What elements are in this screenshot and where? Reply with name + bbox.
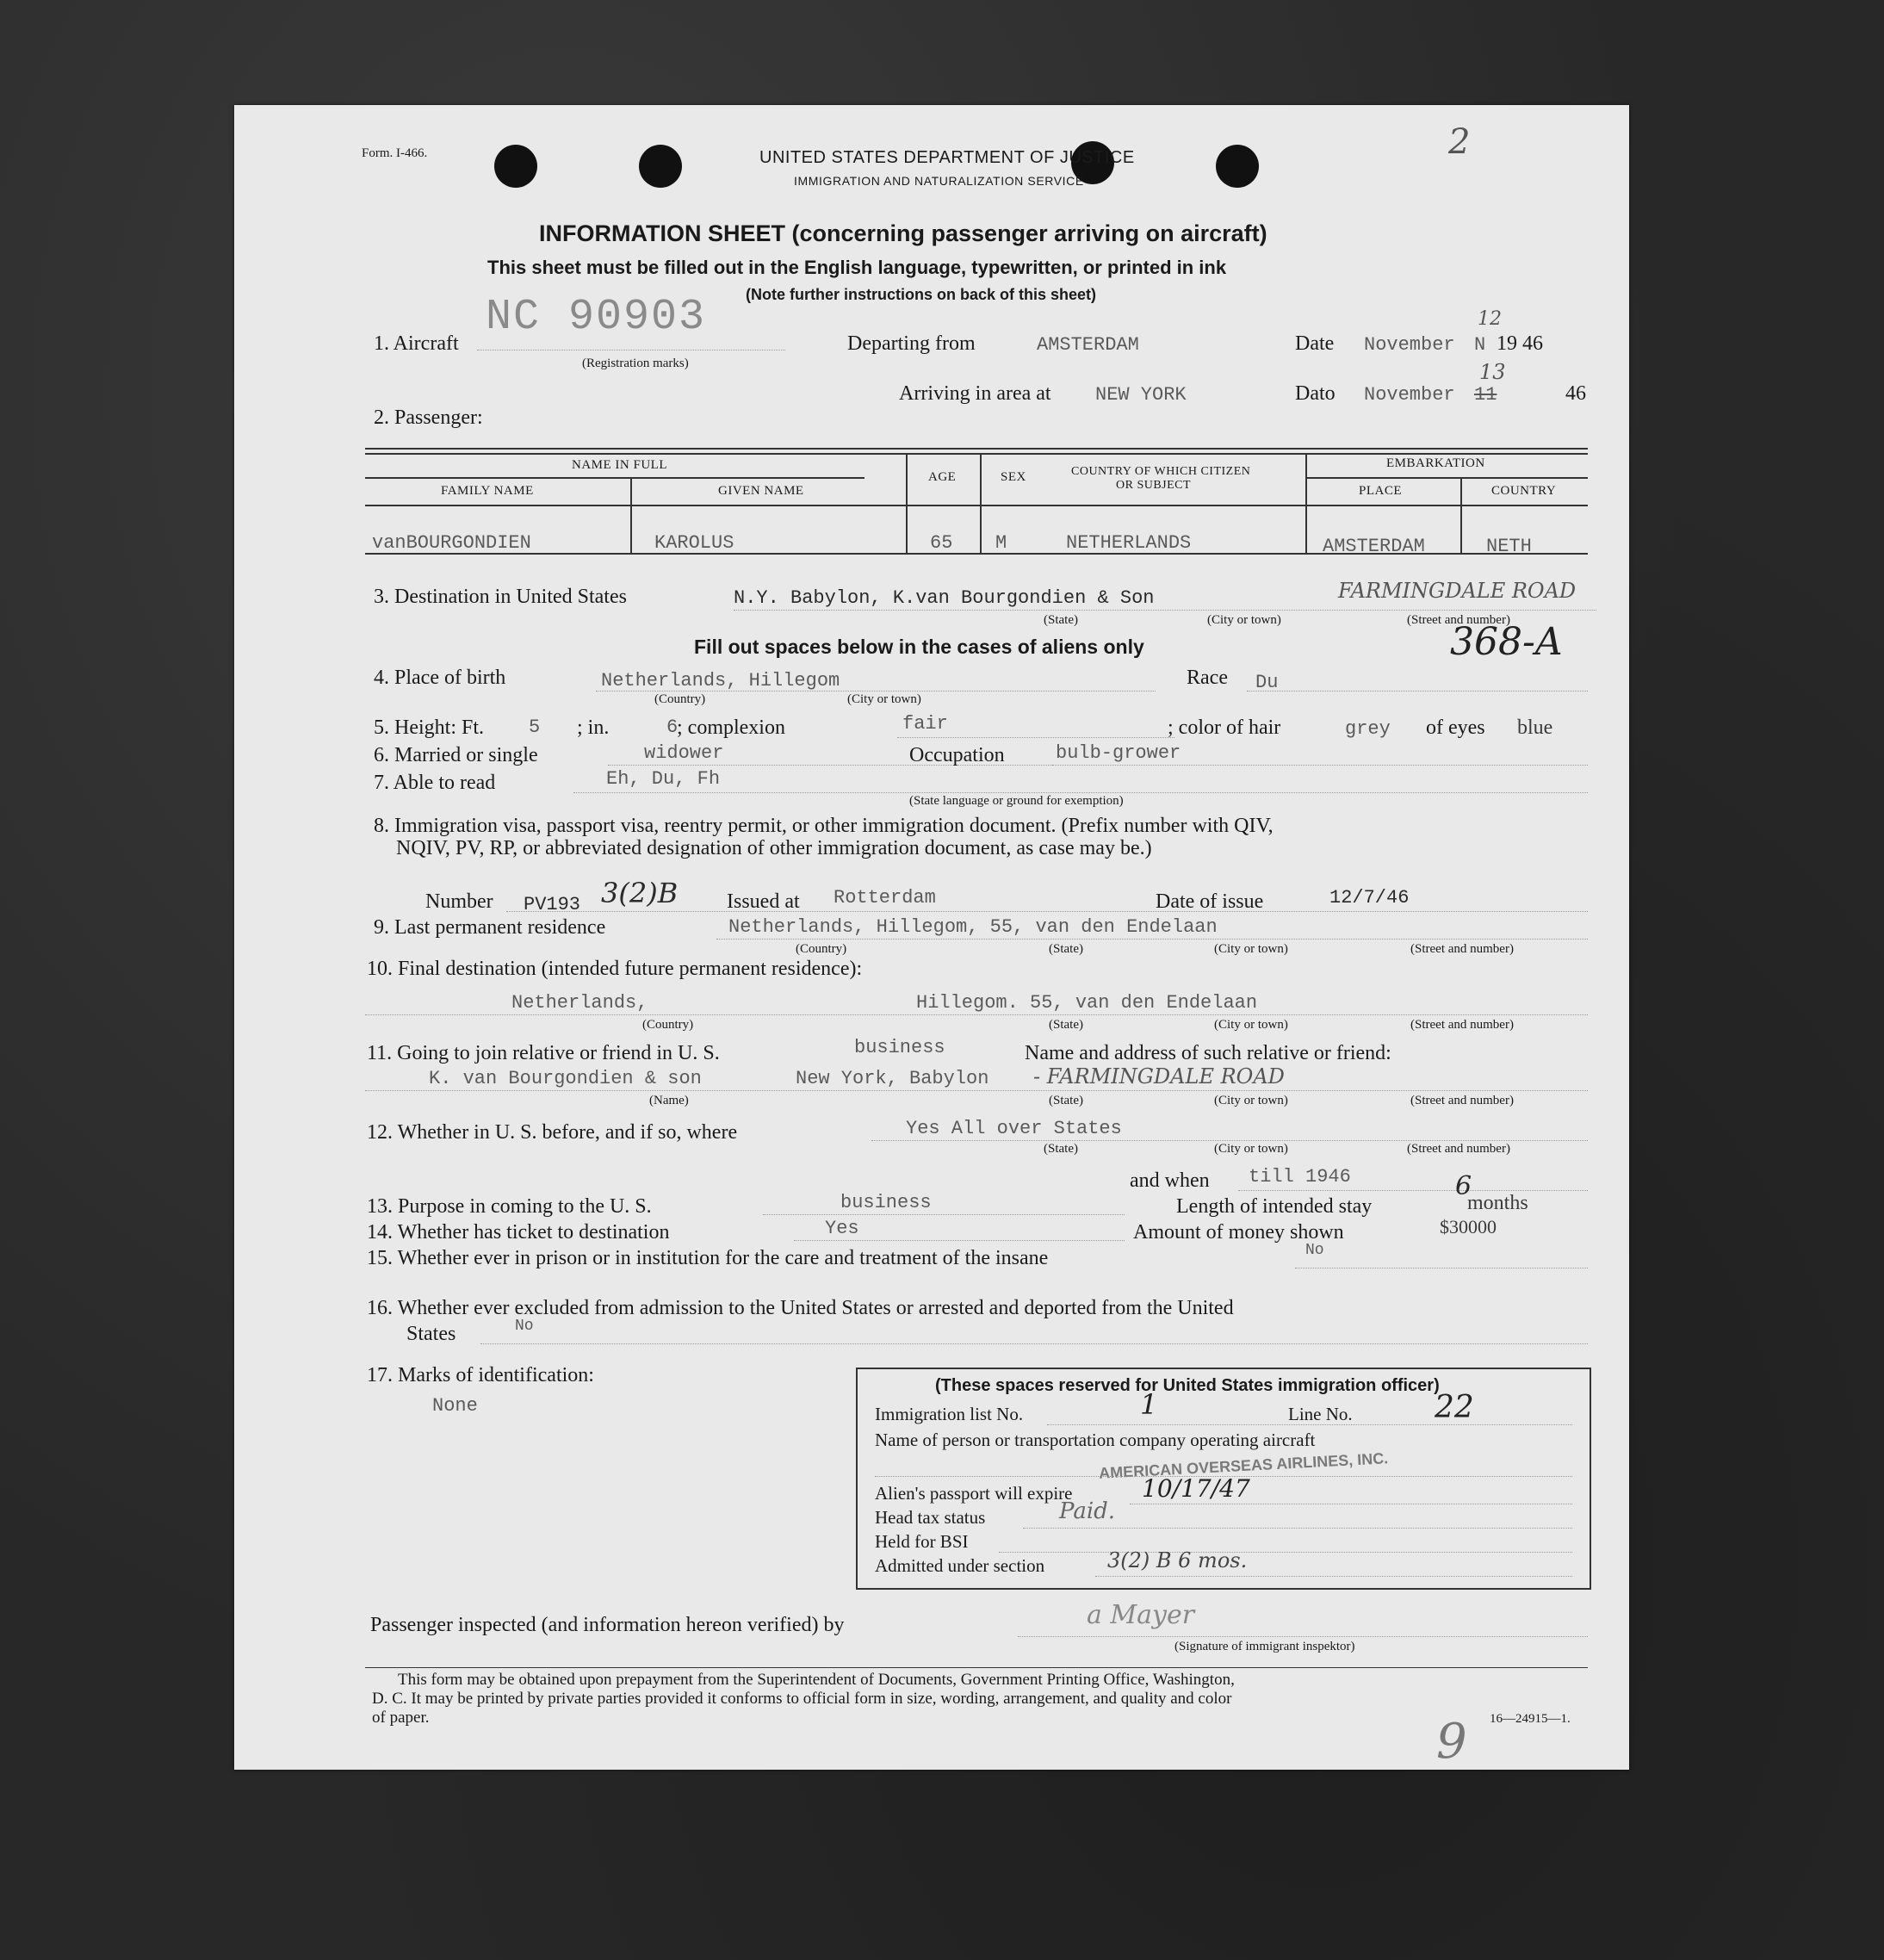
punch-hole xyxy=(1216,145,1259,188)
header-citizen: COUNTRY OF WHICH CITIZEN xyxy=(1071,465,1251,478)
previous-visit-rule xyxy=(871,1140,1588,1141)
prison-value: No xyxy=(1305,1242,1324,1259)
header-name-in-full: NAME IN FULL xyxy=(572,458,667,472)
previous-visit-value: Yes All over States xyxy=(906,1118,1122,1139)
birthplace-label: 4. Place of birth xyxy=(374,667,506,689)
date-day: N xyxy=(1474,334,1486,356)
occupation-label: Occupation xyxy=(909,744,1005,766)
last-residence-sub-street: (Street and number) xyxy=(1410,942,1514,956)
passport-expire-value: 10/17/47 xyxy=(1142,1474,1250,1503)
arrival-date-month: November xyxy=(1364,384,1455,406)
footer-rule xyxy=(365,1667,1588,1668)
relative-address-label: Name and address of such relative or friend: xyxy=(1025,1042,1391,1064)
stay-label: Length of intended stay xyxy=(1176,1195,1373,1218)
destination-street-handwritten: FARMINGDALE ROAD xyxy=(1338,579,1577,603)
occupation-rule xyxy=(1052,765,1588,766)
footer-line3: of paper. xyxy=(372,1709,430,1727)
join-relative-label: 11. Going to join relative or friend in U. S. xyxy=(367,1042,720,1064)
money-value: $30000 xyxy=(1440,1216,1497,1237)
last-residence-sub-city: (City or town) xyxy=(1214,942,1288,956)
destination-sub-city: (City or town) xyxy=(1207,613,1281,627)
purpose-rule xyxy=(763,1214,1125,1215)
arrival-date-year: 46 xyxy=(1565,382,1586,405)
identification-label: 17. Marks of identification: xyxy=(367,1364,594,1386)
passenger-citizenship: NETHERLANDS xyxy=(1066,532,1192,554)
immigration-list-label: Immigration list No. xyxy=(875,1404,1024,1424)
document-number-label: Number xyxy=(425,890,493,913)
final-destination-country: Netherlands, xyxy=(511,992,648,1014)
passenger-sex: M xyxy=(995,532,1007,554)
excluded-value: No xyxy=(515,1318,534,1335)
line-no-label: Line No. xyxy=(1288,1404,1353,1424)
footer-line2: D. C. It may be printed by private parties provided it conforms to official form in size, wording, arrangement, and quality and color xyxy=(372,1690,1232,1708)
issued-at-value: Rotterdam xyxy=(834,887,936,909)
form-note: (Note further instructions on back of this sheet) xyxy=(746,286,1097,303)
date-day-handwritten: 12 xyxy=(1478,308,1502,330)
header-sex: SEX xyxy=(1001,470,1026,484)
arriving-value: NEW YORK xyxy=(1095,384,1187,406)
birthplace-sub-city: (City or town) xyxy=(847,692,921,706)
reserved-title: (These spaces reserved for United States immigration officer) xyxy=(935,1376,1440,1395)
join-relative-value: business xyxy=(854,1037,945,1058)
hair-value: grey xyxy=(1345,718,1391,740)
height-label: 5. Height: Ft. xyxy=(374,716,485,739)
prison-label: 15. Whether ever in prison or in institution for the care and treatment of the insane xyxy=(367,1247,1049,1269)
last-residence-sub-state: (State) xyxy=(1049,942,1083,956)
date-month: November xyxy=(1364,334,1455,356)
height-inches: 6 xyxy=(666,716,679,738)
arrival-date-day-handwritten: 13 xyxy=(1479,360,1506,384)
final-destination-sub-state: (State) xyxy=(1049,1018,1083,1032)
table-subheader-rule xyxy=(365,477,865,479)
header-country: COUNTRY xyxy=(1491,484,1557,498)
header-citizen-2: OR SUBJECT xyxy=(1116,479,1192,492)
table-col-divider xyxy=(906,453,908,553)
admitted-section-value: 3(2) B 6 mos. xyxy=(1107,1548,1248,1572)
date-year: 19 46 xyxy=(1497,332,1543,355)
departing-value: AMSTERDAM xyxy=(1037,334,1139,356)
date-label: Date xyxy=(1295,332,1335,355)
last-residence-label: 9. Last permanent residence xyxy=(374,916,606,939)
table-top-rule-2 xyxy=(365,453,1588,455)
final-destination-sub-city: (City or town) xyxy=(1214,1018,1288,1032)
destination-rule xyxy=(734,610,1596,611)
line-no-value: 22 xyxy=(1435,1390,1474,1425)
form-title: INFORMATION SHEET (concerning passenger arriving on aircraft) xyxy=(539,220,1267,246)
last-residence-sub-country: (Country) xyxy=(796,942,847,956)
passport-expire-label: Alien's passport will expire xyxy=(875,1483,1073,1504)
read-value: Eh, Du, Fh xyxy=(606,768,721,790)
footer-line1: This form may be obtained upon prepayment from the Superintendent of Documents, Government Printing Office, Washington, xyxy=(398,1671,1235,1689)
marital-label: 6. Married or single xyxy=(374,744,538,766)
destination-value: N.Y. Babylon, K.van Bourgondien & Son xyxy=(734,587,1155,609)
service-name: IMMIGRATION AND NATURALIZATION SERVICE xyxy=(794,174,1084,188)
aircraft-registration: NC 90903 xyxy=(486,293,707,342)
race-label: Race xyxy=(1187,667,1228,689)
table-col-divider xyxy=(980,453,982,553)
final-destination-sub-street: (Street and number) xyxy=(1410,1018,1514,1032)
table-top-rule xyxy=(365,448,1588,450)
relative-sub-state: (State) xyxy=(1049,1094,1083,1107)
admitted-section-label: Admitted under section xyxy=(875,1555,1045,1576)
previous-visit-when-label: and when xyxy=(1130,1169,1210,1192)
birthplace-value: Netherlands, Hillegom xyxy=(601,670,840,692)
form-subtitle: This sheet must be filled out in the English language, typewritten, or printed in ink xyxy=(487,257,1227,278)
document-number-handwritten: 3(2)B xyxy=(601,877,679,909)
department-name: UNITED STATES DEPARTMENT OF JUSTICE xyxy=(759,148,1135,167)
marital-rule xyxy=(608,765,1125,766)
page-number-handwritten: 9 xyxy=(1436,1714,1467,1770)
read-sublabel: (State language or ground for exemption) xyxy=(909,794,1124,808)
occupation-value: bulb-grower xyxy=(1056,742,1181,764)
aircraft-sublabel: (Registration marks) xyxy=(582,357,689,370)
previous-visit-label: 12. Whether in U. S. before, and if so, where xyxy=(367,1121,738,1144)
form-number: Form. I-466. xyxy=(362,146,428,160)
purpose-label: 13. Purpose in coming to the U. S. xyxy=(367,1195,652,1218)
document-number-value: PV193 xyxy=(524,894,581,915)
arrival-date-label: Dato xyxy=(1295,382,1336,405)
reserved-rule xyxy=(1095,1576,1572,1577)
final-destination-rest: Hillegom. 55, van den Endelaan xyxy=(916,992,1258,1014)
eyes-label: of eyes xyxy=(1426,716,1485,739)
complexion-value: fair xyxy=(902,713,948,735)
arriving-label: Arriving in area at xyxy=(899,382,1051,405)
inspected-label: Passenger inspected (and information hereon verified) by xyxy=(370,1614,845,1636)
birthplace-sub-country: (Country) xyxy=(654,692,706,706)
relative-rule xyxy=(365,1090,1588,1091)
hair-label: ; color of hair xyxy=(1168,716,1281,739)
table-col-divider xyxy=(630,477,632,553)
ticket-value: Yes xyxy=(825,1218,859,1239)
punch-hole xyxy=(639,145,682,188)
destination-sub-street: (Street and number) xyxy=(1407,613,1510,627)
previous-visit-sub-city: (City or town) xyxy=(1214,1142,1288,1156)
final-destination-rule xyxy=(365,1014,1588,1015)
table-col-divider xyxy=(1460,477,1462,553)
footer-code: 16—24915—1. xyxy=(1490,1712,1571,1726)
relative-city: New York, Babylon xyxy=(796,1068,989,1089)
issued-at-label: Issued at xyxy=(727,890,800,913)
relative-name: K. van Bourgondien & son xyxy=(429,1068,702,1089)
information-sheet-form xyxy=(234,105,1629,1770)
height-feet: 5 xyxy=(529,716,541,738)
previous-visit-when-value: till 1946 xyxy=(1249,1166,1351,1188)
eyes-value: blue xyxy=(1517,716,1553,739)
excluded-label-line1: 16. Whether ever excluded from admission to the United States or arrested and deported from the United xyxy=(367,1297,1234,1319)
destination-sub-state: (State) xyxy=(1044,613,1078,627)
header-place: PLACE xyxy=(1359,484,1403,498)
relative-street-handwritten: - FARMINGDALE ROAD xyxy=(1033,1064,1285,1089)
previous-visit-when-rule xyxy=(1238,1190,1588,1191)
identification-value: None xyxy=(432,1395,478,1417)
passenger-age: 65 xyxy=(930,532,953,554)
last-residence-rule xyxy=(716,939,1588,940)
table-col-divider xyxy=(1305,453,1307,553)
relative-sub-city: (City or town) xyxy=(1214,1094,1288,1107)
destination-label: 3. Destination in United States xyxy=(374,586,627,608)
signature-rule xyxy=(1018,1636,1588,1637)
header-embarkation: EMBARKATION xyxy=(1386,456,1485,470)
ticket-label: 14. Whether has ticket to destination xyxy=(367,1221,670,1244)
punch-hole xyxy=(494,145,537,188)
file-number-handwritten: 368-A xyxy=(1450,620,1563,664)
arrival-date-day: 11 xyxy=(1474,384,1497,406)
stay-value: months xyxy=(1467,1192,1528,1214)
passenger-family-name: vanBOURGONDIEN xyxy=(372,532,531,554)
excluded-rule xyxy=(480,1343,1588,1344)
head-tax-label: Head tax status xyxy=(875,1507,986,1528)
date-of-issue-value: 12/7/46 xyxy=(1329,887,1410,909)
signature-sublabel: (Signature of immigrant inspektor) xyxy=(1174,1640,1355,1653)
header-age: AGE xyxy=(928,470,957,484)
birthplace-rule xyxy=(596,691,1156,692)
previous-visit-sub-street: (Street and number) xyxy=(1407,1142,1510,1156)
purpose-value: business xyxy=(840,1192,932,1213)
company-label: Name of person or transportation company operating aircraft xyxy=(875,1430,1316,1450)
stay-handwritten: 6 xyxy=(1455,1171,1472,1201)
complexion-label: ; complexion xyxy=(677,716,785,739)
immigration-list-value: 1 xyxy=(1140,1388,1158,1421)
embarkation-place: AMSTERDAM xyxy=(1323,536,1425,557)
document-rule xyxy=(506,911,1588,912)
final-destination-label: 10. Final destination (intended future permanent residence): xyxy=(367,958,863,980)
reserved-rule xyxy=(1047,1424,1572,1425)
aircraft-label: 1. Aircraft xyxy=(374,332,459,355)
embarkation-country: NETH xyxy=(1486,536,1532,557)
last-residence-value: Netherlands, Hillegom, 55, van den Endelaan xyxy=(728,916,1218,938)
race-value: Du xyxy=(1255,672,1279,693)
company-stamp: AMERICAN OVERSEAS AIRLINES, INC. xyxy=(1098,1449,1389,1482)
document-label-line2: NQIV, PV, RP, or abbreviated designation of other immigration document, as case may be.) xyxy=(396,837,1152,859)
document-label-line1: 8. Immigration visa, passport visa, reentry permit, or other immigration document. (Prefix number with QIV, xyxy=(374,815,1274,837)
read-rule xyxy=(573,792,1588,793)
corner-mark: 2 xyxy=(1448,122,1471,162)
relative-sub-name: (Name) xyxy=(649,1094,689,1107)
money-label: Amount of money shown xyxy=(1133,1221,1344,1244)
race-rule xyxy=(1247,691,1588,692)
table-header-bottom-rule xyxy=(365,505,1588,506)
departing-label: Departing from xyxy=(847,332,976,355)
aliens-heading: Fill out spaces below in the cases of aliens only xyxy=(694,636,1144,658)
passenger-given-name: KAROLUS xyxy=(654,532,734,554)
height-inches-label: ; in. xyxy=(577,716,610,739)
excluded-label-line2: States xyxy=(406,1323,456,1345)
relative-sub-street: (Street and number) xyxy=(1410,1094,1514,1107)
inspector-signature: a Mayer xyxy=(1087,1600,1195,1630)
held-bsi-label: Held for BSI xyxy=(875,1531,969,1552)
header-family-name: FAMILY NAME xyxy=(441,484,534,498)
marital-value: widower xyxy=(644,742,724,764)
read-label: 7. Able to read xyxy=(374,772,496,794)
reserved-rule xyxy=(1023,1528,1572,1529)
passenger-label: 2. Passenger: xyxy=(374,406,483,429)
head-tax-value: Paid. xyxy=(1059,1498,1116,1524)
previous-visit-sub-state: (State) xyxy=(1044,1142,1078,1156)
complexion-rule xyxy=(897,737,1174,738)
final-destination-sub-country: (Country) xyxy=(642,1018,694,1032)
date-of-issue-label: Date of issue xyxy=(1156,890,1264,913)
reserved-rule xyxy=(999,1552,1572,1553)
header-given-name: GIVEN NAME xyxy=(718,484,804,498)
table-subheader-rule-right xyxy=(1305,477,1588,479)
ticket-rule xyxy=(794,1240,1125,1241)
